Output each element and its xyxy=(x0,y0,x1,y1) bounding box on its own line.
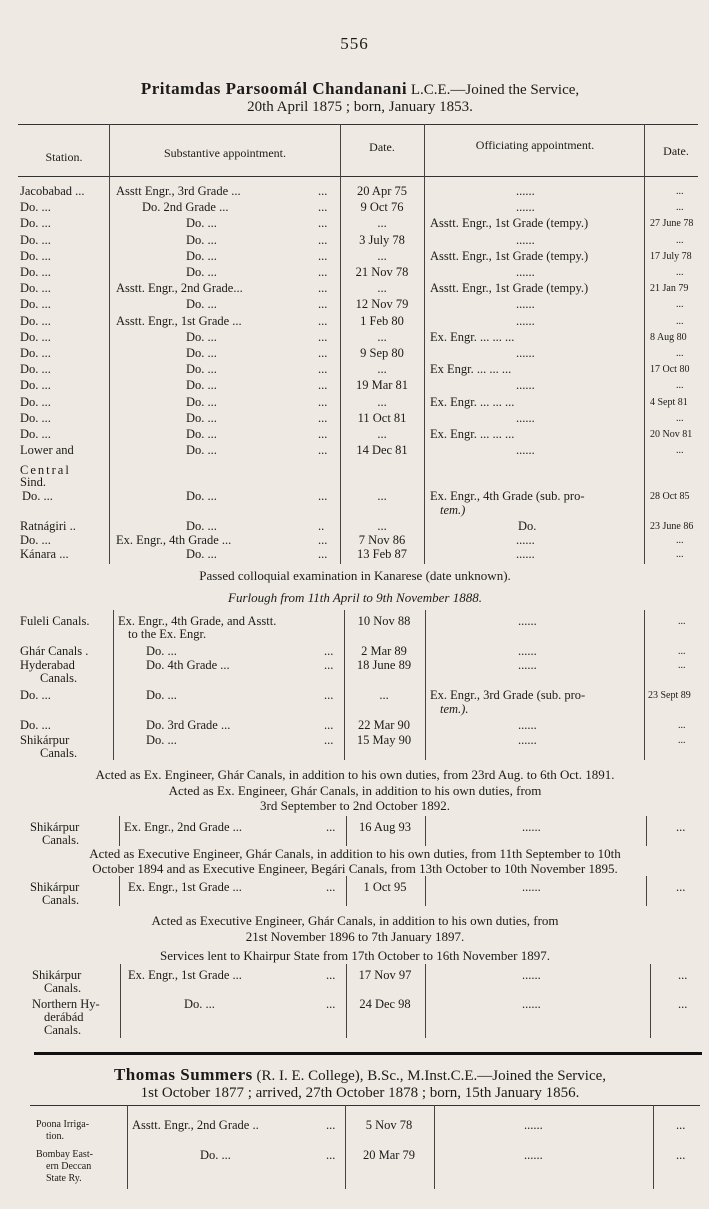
station-cell: Do. ... xyxy=(20,362,51,376)
station-cell: derábád xyxy=(44,1010,84,1024)
station-cell: Canals. xyxy=(40,746,78,760)
dots-cell: ... xyxy=(318,533,328,547)
col-substantive: Substantive appointment. xyxy=(164,146,286,160)
officiating-date-cell: ... xyxy=(676,316,684,327)
officiating-date-cell: 23 Sept 89 xyxy=(648,690,691,701)
dots-cell: .. xyxy=(318,519,325,533)
station-cell: Fuleli Canals. xyxy=(20,614,90,628)
dots-cell: ... xyxy=(318,281,328,295)
officiating-date-cell: ... xyxy=(676,880,686,894)
col-divider xyxy=(644,610,645,760)
date-cell: 9 Oct 76 xyxy=(360,200,404,214)
date-cell: 12 Nov 79 xyxy=(355,297,409,311)
dots-cell: ... xyxy=(326,820,336,834)
officiating-date-cell: ... xyxy=(676,535,684,546)
officiating-date-cell: ... xyxy=(678,720,686,731)
table-top-rule-2 xyxy=(30,1105,700,1106)
officiating-date-cell: ... xyxy=(676,235,684,246)
date-cell: 21 Nov 78 xyxy=(355,265,409,279)
officer2-name: Thomas Summers xyxy=(113,1065,253,1084)
dots-cell: ... xyxy=(324,644,334,658)
officiating-date-cell: 27 June 78 xyxy=(650,218,694,229)
date-cell: ... xyxy=(377,362,387,376)
officiating-cell: Ex. Engr. ... ... ... xyxy=(430,395,515,409)
note-acted-3b: October 1894 and as Executive Engineer, Begári Canals, from 13th October to 10th November 1895. xyxy=(92,861,618,876)
officer2-heading xyxy=(40,1066,680,1102)
substantive-cell: Do. ... xyxy=(146,644,177,658)
officiating-date-cell: ... xyxy=(676,1118,686,1132)
station-cell: Do. ... xyxy=(20,233,51,247)
officiating-cell: ...... xyxy=(524,1148,543,1162)
officiating-date-cell: 20 Nov 81 xyxy=(650,429,693,440)
station-cell: tion. xyxy=(46,1131,65,1142)
date-cell: 7 Nov 86 xyxy=(358,533,406,547)
officiating-cell: ...... xyxy=(518,658,537,672)
station-cell: State Ry. xyxy=(46,1173,82,1184)
dots-cell: ... xyxy=(318,395,328,409)
station-cell: Do. ... xyxy=(20,346,51,360)
dots-cell: ... xyxy=(318,330,328,344)
officiating-date-cell: ... xyxy=(676,549,684,560)
officiating-cell: Ex Engr. ... ... ... xyxy=(430,362,512,376)
col-divider xyxy=(127,1105,128,1189)
col-divider xyxy=(425,610,426,760)
substantive-cell: Do. 2nd Grade ... xyxy=(142,200,229,214)
officiating-cell: Ex. Engr. ... ... ... xyxy=(430,427,515,441)
substantive-cell: Do. ... xyxy=(186,519,217,533)
officiating-cell: ...... xyxy=(516,200,535,214)
station-cell: Do. ... xyxy=(22,489,53,503)
officiating-cell: Ex. Engr., 3rd Grade (sub. pro- xyxy=(430,688,586,702)
dots-cell: ... xyxy=(318,362,328,376)
officiating-cell: ...... xyxy=(516,297,535,311)
officiating-cell: Ex. Engr., 4th Grade (sub. pro- xyxy=(430,489,585,503)
date-cell: ... xyxy=(377,281,387,295)
dots-cell: ... xyxy=(318,265,328,279)
page-number: 556 xyxy=(340,34,369,53)
station-cell: Shikárpur xyxy=(32,968,82,982)
substantive-cell: to the Ex. Engr. xyxy=(128,627,207,641)
date-cell: 24 Dec 98 xyxy=(359,997,411,1011)
dots-cell: ... xyxy=(324,688,334,702)
station-cell: Shikárpur xyxy=(30,820,80,834)
officiating-cell: Do. xyxy=(518,519,537,533)
officiating-cell: ...... xyxy=(522,820,541,834)
officiating-cell: ...... xyxy=(516,443,535,457)
officiating-cell: Asstt. Engr., 1st Grade (tempy.) xyxy=(430,216,589,230)
substantive-cell: Do. ... xyxy=(186,346,217,360)
dots-cell: ... xyxy=(318,547,328,561)
station-cell: Hyderabad xyxy=(20,658,75,672)
table-top-rule xyxy=(18,124,698,125)
dots-cell: ... xyxy=(318,184,328,198)
officiating-cell: Asstt. Engr., 1st Grade (tempy.) xyxy=(430,281,589,295)
station-cell: Do. ... xyxy=(20,688,51,702)
officiating-cell: ...... xyxy=(516,547,535,561)
substantive-cell: Do. ... xyxy=(184,997,215,1011)
substantive-cell: Do. ... xyxy=(186,265,217,279)
station-cell: Canals. xyxy=(42,893,80,907)
officiating-cell: ...... xyxy=(518,733,537,747)
dots-cell: ... xyxy=(326,997,336,1011)
date-cell: 16 Aug 93 xyxy=(358,820,412,834)
station-cell: Ratnágiri .. xyxy=(20,519,76,533)
officiating-cell: ...... xyxy=(516,265,535,279)
col-divider xyxy=(646,816,647,846)
dots-cell: ... xyxy=(324,733,334,747)
station-cell: Shikárpur xyxy=(20,733,70,747)
officer-heading-rest: L.C.E.—Joined the Service, xyxy=(410,82,580,98)
substantive-cell: Do. ... xyxy=(186,547,217,561)
date-cell: 11 Oct 81 xyxy=(357,411,407,425)
substantive-cell: Asstt. Engr., 1st Grade ... xyxy=(116,314,242,328)
station-cell: Canals. xyxy=(44,981,82,995)
date-cell: 19 Mar 81 xyxy=(355,378,409,392)
note-acted-3a: Acted as Executive Engineer, Ghár Canals, in addition to his own duties, from 11th September to 10th xyxy=(89,846,621,861)
substantive-cell: Do. ... xyxy=(186,216,217,230)
officer2-heading-rest: (R. I. E. College), B.Sc., M.Inst.C.E.—Joined the Service, xyxy=(256,1068,607,1084)
station-cell: Do. ... xyxy=(20,718,51,732)
col-divider xyxy=(340,124,341,564)
col-divider xyxy=(109,124,110,564)
officer-heading-line2: 20th April 1875 ; born, January 1853. xyxy=(247,99,473,115)
dots-cell: ... xyxy=(318,443,328,457)
officiating-date-cell: ... xyxy=(676,413,684,424)
officiating-cell: ...... xyxy=(524,1118,543,1132)
dots-cell: ... xyxy=(318,200,328,214)
dots-cell: ... xyxy=(324,658,334,672)
officiating-date-cell: ... xyxy=(678,968,688,982)
officiating-date-cell: ... xyxy=(678,646,686,657)
station-cell: ern Deccan xyxy=(46,1161,92,1172)
station-cell: Central xyxy=(20,463,71,477)
officer-separator xyxy=(34,1052,702,1055)
table-header-rule xyxy=(18,176,698,177)
date-cell: ... xyxy=(377,216,387,230)
col-date: Date. xyxy=(369,140,395,154)
dots-cell: ... xyxy=(326,1118,336,1132)
substantive-cell: Do. 3rd Grade ... xyxy=(146,718,231,732)
date-cell: 13 Feb 87 xyxy=(357,547,407,561)
substantive-cell: Do. ... xyxy=(186,427,217,441)
substantive-cell: Do. ... xyxy=(186,378,217,392)
note-acted-1: Acted as Ex. Engineer, Ghár Canals, in addition to his own duties, from 23rd Aug. to 6th Oct. 1891. xyxy=(95,767,615,782)
substantive-cell: Asstt. Engr., 2nd Grade... xyxy=(116,281,243,295)
dots-cell: ... xyxy=(326,1148,336,1162)
officiating-cell: ...... xyxy=(516,411,535,425)
officiating-cell: ...... xyxy=(516,233,535,247)
station-cell: Ghár Canals . xyxy=(20,644,89,658)
dots-cell: ... xyxy=(318,314,328,328)
station-cell: Northern Hy- xyxy=(32,997,100,1011)
date-cell: 1 Oct 95 xyxy=(363,880,407,894)
substantive-cell: Do. ... xyxy=(186,330,217,344)
officiating-cell: ...... xyxy=(516,346,535,360)
date-cell: 15 May 90 xyxy=(356,733,412,747)
substantive-cell: Ex. Engr., 4th Grade ... xyxy=(116,533,232,547)
dots-cell: ... xyxy=(326,880,336,894)
dots-cell: ... xyxy=(318,297,328,311)
station-cell: Do. ... xyxy=(20,330,51,344)
note-acted-2a: Acted as Ex. Engineer, Ghár Canals, in addition to his own duties, from xyxy=(168,783,542,798)
substantive-cell: Do. ... xyxy=(186,395,217,409)
col-divider xyxy=(644,124,645,564)
date-cell: 10 Nov 88 xyxy=(357,614,411,628)
station-cell: Canals. xyxy=(40,671,78,685)
substantive-cell: Do. 4th Grade ... xyxy=(146,658,230,672)
station-cell: Bombay East- xyxy=(36,1149,93,1160)
station-cell: Do. ... xyxy=(20,411,51,425)
officiating-cell: ...... xyxy=(522,880,541,894)
officiating-cell: ...... xyxy=(522,968,541,982)
col-divider xyxy=(113,610,114,760)
note-acted-2b: 3rd September to 2nd October 1892. xyxy=(260,798,450,813)
officer2-heading-line2: 1st October 1877 ; arrived, 27th October 1878 ; born, 15th January 1856. xyxy=(140,1085,580,1101)
officiating-date-cell: ... xyxy=(676,299,684,310)
station-cell: Shikárpur xyxy=(30,880,80,894)
officiating-date-cell: ... xyxy=(678,616,686,627)
substantive-cell: Asstt Engr., 3rd Grade ... xyxy=(116,184,241,198)
officiating-date-cell: ... xyxy=(676,445,684,456)
date-cell: 17 Nov 97 xyxy=(358,968,412,982)
dots-cell: ... xyxy=(318,216,328,230)
substantive-cell: Ex. Engr., 2nd Grade ... xyxy=(124,820,243,834)
station-cell: Do. ... xyxy=(20,297,51,311)
col-divider xyxy=(425,876,426,906)
date-cell: 2 Mar 89 xyxy=(361,644,407,658)
officiating-cell: tem.) xyxy=(440,503,466,517)
station-cell: Lower and xyxy=(20,443,74,457)
dots-cell: ... xyxy=(318,233,328,247)
col-divider xyxy=(646,876,647,906)
col-divider xyxy=(120,964,121,1038)
officiating-cell: Ex. Engr. ... ... ... xyxy=(430,330,515,344)
officiating-cell: ...... xyxy=(516,314,535,328)
date-cell: 1 Feb 80 xyxy=(360,314,404,328)
col-divider xyxy=(650,964,651,1038)
date-cell: ... xyxy=(379,688,389,702)
col-station: Station. xyxy=(45,150,83,164)
substantive-cell: Do. ... xyxy=(186,489,217,503)
col-divider xyxy=(434,1105,435,1189)
substantive-cell: Do. ... xyxy=(186,233,217,247)
substantive-cell: Ex. Engr., 1st Grade ... xyxy=(128,880,242,894)
officiating-cell: Asstt. Engr., 1st Grade (tempy.) xyxy=(430,249,589,263)
officer-heading xyxy=(60,80,660,116)
date-cell: 3 July 78 xyxy=(359,233,405,247)
station-cell: Do. ... xyxy=(20,314,51,328)
station-cell: Do. ... xyxy=(20,427,51,441)
station-cell: Do. ... xyxy=(20,249,51,263)
date-cell: ... xyxy=(377,427,387,441)
dots-cell: ... xyxy=(326,968,336,982)
date-cell: 9 Sep 80 xyxy=(360,346,404,360)
date-cell: 14 Dec 81 xyxy=(356,443,408,457)
substantive-cell: Do. ... xyxy=(146,688,177,702)
substantive-cell: Ex. Engr., 4th Grade, and Asstt. xyxy=(118,614,277,628)
date-cell: 18 June 89 xyxy=(356,658,412,672)
substantive-cell: Do. ... xyxy=(146,733,177,747)
col-divider xyxy=(425,964,426,1038)
col-divider xyxy=(424,124,425,564)
officiating-cell: ...... xyxy=(522,997,541,1011)
substantive-cell: Ex. Engr., 1st Grade ... xyxy=(128,968,242,982)
officiating-cell: tem.). xyxy=(440,702,469,716)
date-cell: ... xyxy=(377,330,387,344)
note-furlough: Furlough from 11th April to 9th November 1888. xyxy=(228,590,482,605)
station-cell: Do. ... xyxy=(20,200,51,214)
dots-cell: ... xyxy=(318,427,328,441)
officiating-date-cell: ... xyxy=(676,186,684,197)
col-divider xyxy=(119,816,120,846)
station-cell: Do. ... xyxy=(20,395,51,409)
officiating-date-cell: ... xyxy=(676,348,684,359)
officiating-date-cell: ... xyxy=(676,267,684,278)
officiating-date-cell: ... xyxy=(676,820,686,834)
date-cell: 20 Apr 75 xyxy=(357,184,407,198)
officiating-cell: ...... xyxy=(516,533,535,547)
station-cell: Sind. xyxy=(20,475,47,489)
officiating-cell: ...... xyxy=(516,184,535,198)
officiating-date-cell: ... xyxy=(678,660,686,671)
dots-cell: ... xyxy=(318,489,328,503)
note-acted-4b: 21st November 1896 to 7th January 1897. xyxy=(245,929,465,944)
officiating-cell: ...... xyxy=(516,378,535,392)
station-cell: Do. ... xyxy=(20,533,51,547)
dots-cell: ... xyxy=(318,249,328,263)
officiating-date-cell: 4 Sept 81 xyxy=(650,397,688,408)
substantive-cell: Do. ... xyxy=(186,362,217,376)
dots-cell: ... xyxy=(318,411,328,425)
substantive-cell: Do. ... xyxy=(186,443,217,457)
col-divider xyxy=(425,816,426,846)
col-divider xyxy=(653,1105,654,1189)
substantive-cell: Asstt. Engr., 2nd Grade .. xyxy=(132,1118,259,1132)
date-cell: ... xyxy=(377,489,387,503)
officiating-cell: ...... xyxy=(518,614,537,628)
col-date-officiating: Date. xyxy=(663,144,689,158)
station-cell: Do. ... xyxy=(20,216,51,230)
substantive-cell: Do. ... xyxy=(186,297,217,311)
station-cell: Jacobabad ... xyxy=(20,184,85,198)
officiating-date-cell: ... xyxy=(676,380,684,391)
station-cell: Kánara ... xyxy=(20,547,69,561)
officiating-date-cell: 28 Oct 85 xyxy=(650,491,690,502)
officiating-date-cell: ... xyxy=(676,1148,686,1162)
station-cell: Canals. xyxy=(42,833,80,847)
station-cell: Do. ... xyxy=(20,378,51,392)
station-cell: Canals. xyxy=(44,1023,82,1037)
date-cell: ... xyxy=(377,395,387,409)
note-kanarese: Passed colloquial examination in Kanarese (date unknown). xyxy=(199,568,511,583)
date-cell: 22 Mar 90 xyxy=(357,718,411,732)
officiating-cell: ...... xyxy=(518,718,537,732)
dots-cell: ... xyxy=(318,346,328,360)
officiating-date-cell: 8 Aug 80 xyxy=(650,332,687,343)
dots-cell: ... xyxy=(318,378,328,392)
officiating-date-cell: ... xyxy=(678,735,686,746)
substantive-cell: Do. ... xyxy=(186,249,217,263)
officiating-date-cell: ... xyxy=(676,202,684,213)
substantive-cell: Do. ... xyxy=(200,1148,231,1162)
date-cell: 5 Nov 78 xyxy=(365,1118,413,1132)
station-cell: Do. ... xyxy=(20,281,51,295)
substantive-cell: Do. ... xyxy=(186,411,217,425)
station-cell: Do. ... xyxy=(20,265,51,279)
col-divider xyxy=(119,876,120,906)
officiating-date-cell: 21 Jan 79 xyxy=(650,283,689,294)
officiating-date-cell: 17 July 78 xyxy=(650,251,692,262)
officiating-date-cell: 23 June 86 xyxy=(650,521,694,532)
officiating-cell: ...... xyxy=(518,644,537,658)
date-cell: ... xyxy=(377,519,387,533)
date-cell: ... xyxy=(377,249,387,263)
note-services-lent: Services lent to Khairpur State from 17th October to 16th November 1897. xyxy=(160,948,550,963)
date-cell: 20 Mar 79 xyxy=(362,1148,416,1162)
col-officiating: Officiating appointment. xyxy=(475,138,595,152)
officiating-date-cell: ... xyxy=(678,997,688,1011)
dots-cell: ... xyxy=(324,718,334,732)
officer-name: Pritamdas Parsoomál Chandanani xyxy=(140,79,408,98)
note-acted-4a: Acted as Executive Engineer, Ghár Canals, in addition to his own duties, from xyxy=(151,913,559,928)
station-cell: Poona Irriga- xyxy=(36,1119,90,1130)
officiating-date-cell: 17 Oct 80 xyxy=(650,364,690,375)
